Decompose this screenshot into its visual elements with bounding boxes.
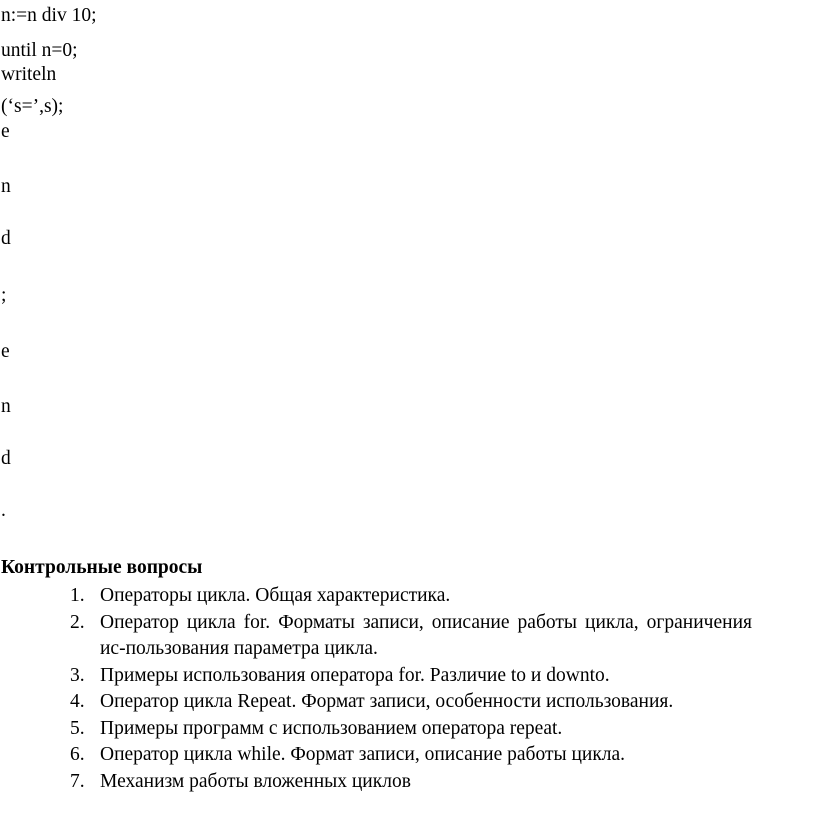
code-line: until n=0; xyxy=(1,40,78,61)
section-heading: Контрольные вопросы xyxy=(1,557,203,578)
list-item-number: 7. xyxy=(70,771,85,792)
code-line: ; xyxy=(1,285,7,306)
code-line: n xyxy=(1,396,11,417)
code-line: (‘s=’,s); xyxy=(1,96,64,117)
list-item-text: Оператор цикла Repeat. Формат записи, особенности использования. xyxy=(100,691,674,712)
code-line: e xyxy=(1,341,10,362)
list-item-text: Примеры программ с использованием оператора repeat. xyxy=(100,718,563,739)
list-item-text: Примеры использования оператора for. Различие to и downto. xyxy=(100,665,610,686)
list-item-text: Механизм работы вложенных циклов xyxy=(100,771,411,792)
list-item-number: 1. xyxy=(70,585,85,606)
list-item-text: Операторы цикла. Общая характеристика. xyxy=(100,585,451,606)
list-item-number: 6. xyxy=(70,744,85,765)
list-item-text: Оператор цикла for. Форматы записи, описание работы цикла, ограничения ис-пользования параметра цикла. xyxy=(100,612,752,659)
list-item-number: 3. xyxy=(70,665,85,686)
list-item-number: 4. xyxy=(70,691,85,712)
code-line: n:=n div 10; xyxy=(1,5,97,26)
code-line: d xyxy=(1,228,11,249)
list-item-number: 5. xyxy=(70,718,85,739)
list-item-text: Оператор цикла while. Формат записи, описание работы цикла. xyxy=(100,744,626,765)
code-line: n xyxy=(1,176,11,197)
code-line: e xyxy=(1,121,10,142)
list-item-number: 2. xyxy=(70,612,85,633)
code-line: . xyxy=(1,500,6,521)
code-line: writeln xyxy=(1,64,57,85)
code-line: d xyxy=(1,448,11,469)
